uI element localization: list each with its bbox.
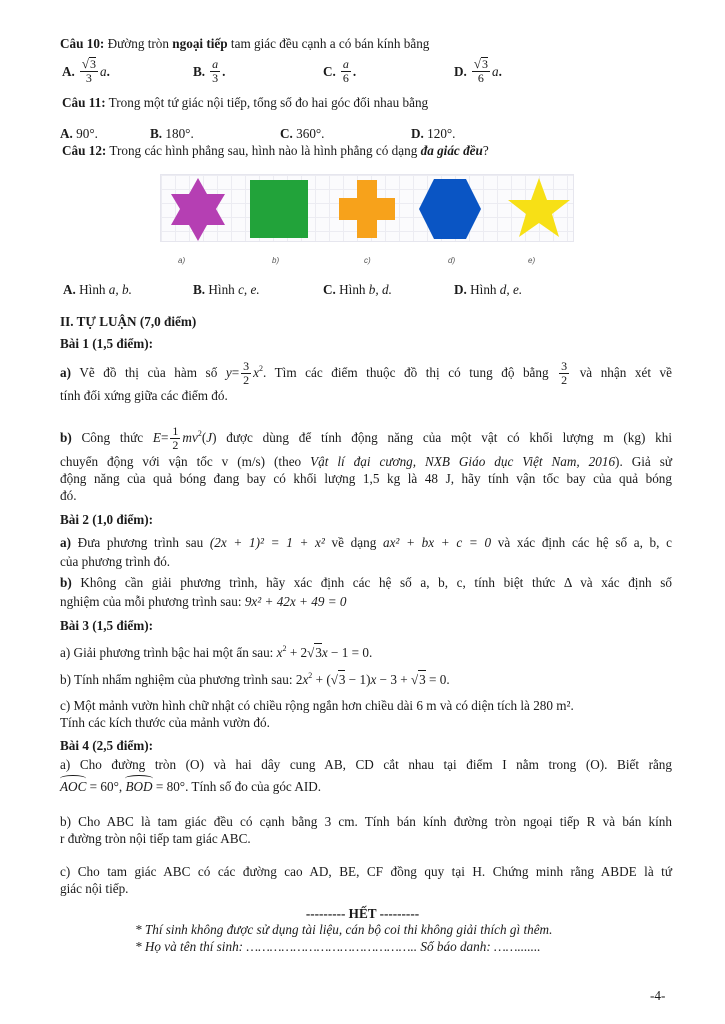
text: r đường tròn nội tiếp tam giác ABC. [60, 831, 251, 846]
variable: a [491, 63, 499, 79]
shape-label-c: c) [364, 256, 371, 265]
bai4-a [60, 756, 672, 795]
option-label: C. [280, 126, 293, 141]
shape-label-d: d) [448, 256, 456, 265]
fraction [559, 360, 569, 387]
text: của phương trình đó. [60, 554, 171, 569]
question-10-label: Câu 10: [60, 36, 105, 51]
option-text: Hình [79, 282, 109, 297]
option-label: B. [193, 63, 206, 79]
bai1-a: a) Vẽ đồ thị của hàm số y= $\frac{3}{2}$ $x^2$. Tìm các điểm thuộc đồ thị có tung độ bằng $\frac{3}{2}$ và nhận xét về tính đối xứng giữa các điểm đó. [60, 359, 673, 403]
question-12-bold: đa giác đều [420, 143, 483, 158]
option-value: c, e. [238, 282, 260, 297]
q10-option-a: A. $\frac{√3}{3}$ a . [62, 56, 110, 85]
option-value: 180°. [165, 126, 194, 141]
question-10-text: Đường tròn [104, 36, 173, 51]
footer-note: * Thí sinh không được sử dụng tài liệu, cán bộ coi thi không giải thích gì thêm. [135, 922, 553, 937]
fraction: $\frac{√3}{3}$ [81, 56, 96, 85]
option-label: C. [323, 63, 336, 79]
q11-option-b [150, 125, 194, 142]
numerator: a [212, 56, 219, 71]
option-value: 360°. [296, 126, 325, 141]
variable: a [99, 63, 107, 79]
shapes-svg [161, 175, 575, 243]
question-10-bold: ngoại tiếp [172, 36, 228, 51]
part-label: a) [60, 535, 71, 550]
numerator: 3 [243, 359, 250, 374]
bai3-title: Bài 3 (1,5 điểm): [60, 618, 154, 633]
text: và xác định các hệ số a, b, c [491, 535, 672, 550]
q11-option-a [60, 125, 98, 142]
text: và nhận xét về [571, 365, 673, 380]
q11-option-d [411, 125, 455, 142]
shapes-figure [160, 174, 574, 242]
question-12-end: ? [482, 143, 489, 158]
text: về dạng [324, 535, 383, 550]
denominator: 2 [243, 373, 250, 388]
text: Đưa phương trình sau [71, 535, 210, 550]
question-11-text: Trong một tứ giác nội tiếp, tổng số đo hai góc đối nhau bằng [105, 95, 429, 110]
fraction [341, 58, 351, 85]
bai2-title: Bài 2 (1,0 điểm): [60, 512, 154, 527]
denominator: 2 [561, 373, 568, 388]
option-text: Hình [470, 282, 500, 297]
option-label: B. [193, 282, 206, 297]
q12-option-b [193, 281, 260, 298]
arc: AOC [60, 779, 87, 794]
q11-option-c [280, 125, 324, 142]
text: b) Cho ABC là tam giác đều có cạnh bằng 3 cm. Tính bán kính đường tròn ngoại tiếp R và bán kính [60, 814, 672, 829]
part-label: b) [60, 575, 72, 590]
shape-label-e: e) [528, 256, 536, 265]
option-value: a, b. [108, 282, 132, 297]
text: ). Giả sử [615, 454, 672, 469]
page-number: -4- [650, 988, 666, 1003]
text: a) Cho đường tròn (O) và hai dây cung AB, CD cắt nhau tại điểm I nằm trong (O). Biết rằng [60, 757, 672, 772]
bai3-a: a) Giải phương trình bậc hai một ẩn sau: $x^2 + 2√3x - 1 = 0$. [60, 644, 373, 660]
fraction: $\frac{√3}{6}$ [473, 56, 488, 85]
question-10 [60, 35, 429, 52]
fraction [170, 425, 180, 452]
question-12 [62, 142, 489, 159]
option-text: Hình [339, 282, 369, 297]
numerator: 1 [172, 424, 179, 439]
text: Vẽ đồ thị của hàm số [71, 365, 226, 380]
denominator: 3 [85, 71, 92, 85]
five-point-star-shape [508, 178, 570, 237]
square-shape [250, 180, 308, 238]
option-value: b, d. [368, 282, 392, 297]
option-label: D. [454, 282, 467, 297]
bai4-b [60, 813, 672, 847]
text: Tính các kích thước của mảnh vườn đó. [60, 715, 270, 730]
bai2-b [60, 574, 672, 610]
text: b) Tính nhẩm nghiệm của phương trình sau: [60, 672, 296, 687]
arc: BOD [125, 779, 153, 794]
denominator: 6 [477, 71, 484, 85]
six-point-star-shape [171, 178, 225, 241]
bai4-c [60, 863, 672, 897]
end-marker: --------- HẾT --------- [305, 906, 420, 921]
q12-option-a [63, 281, 132, 298]
q12-option-c [323, 281, 392, 298]
candidate-info: * Họ và tên thí sinh: …………………………………….. Số báo danh: ……....... [135, 939, 541, 954]
shape-label-a: a) [178, 256, 186, 265]
text: động năng của quả bóng đang bay có khối lượng 1,5 kg là 48 J, hãy tính vận tốc bay của quả bóng [60, 471, 672, 486]
option-text: Hình [208, 282, 239, 297]
bai3-b: b) Tính nhẩm nghiệm của phương trình sau: $2x^2 + (√3 - 1)x - 3 + √3 = 0$. [60, 671, 450, 687]
option-value: 90°. [76, 126, 98, 141]
text: giác nội tiếp. [60, 881, 129, 896]
denominator: 2 [172, 438, 179, 453]
option-label: A. [63, 282, 76, 297]
fraction [241, 360, 251, 387]
text: . Tìm các điểm thuộc đồ thị có tung độ bằng [263, 365, 558, 380]
numerator: 3 [561, 359, 568, 374]
option-label: A. [62, 63, 75, 79]
text: Công thức [71, 430, 153, 445]
bai1-title: Bài 1 (1,5 điểm): [60, 336, 154, 351]
numerator: a [342, 56, 349, 71]
denominator: 3 [212, 70, 219, 85]
equation: ax² + bx + c = 0 [382, 535, 492, 550]
bai4-title: Bài 4 (2,5 điểm): [60, 738, 154, 753]
hexagon-shape [419, 179, 481, 239]
option-label: D. [411, 126, 424, 141]
section-title: II. TỰ LUẬN (7,0 điểm) [60, 314, 197, 329]
bai1-b: b) Công thức E= $\frac{1}{2}$ $mv^2(J)$ được dùng để tính động năng của một vật có khối lượng m (kg) khi chuyển động với vận tốc v (m/s) (theo Vật lí đại cương, NXB Giáo dục Việt Nam, 2016). Giả sử động năng của quả bóng đang bay có khối lượng 1,5 kg là 48 J, hãy tính vận tốc bay của quả bóng đó. [60, 424, 672, 503]
text: được dùng để tính động năng của một vật có khối lượng m (kg) khi [216, 430, 672, 445]
equation: 9x² + 42x + 49 = 0 [244, 594, 347, 609]
text: tính đối xứng giữa các điểm đó. [60, 388, 228, 403]
option-label: D. [454, 63, 467, 79]
fraction [210, 58, 220, 85]
option-label: C. [323, 282, 336, 297]
bai2-a [60, 534, 672, 570]
text: c) Cho tam giác ABC có các đường cao AD, BE, CF đồng quy tại H. Chứng minh rằng ABDE là tứ [60, 864, 672, 879]
option-label: B. [150, 126, 163, 141]
part-label: b) [60, 430, 72, 445]
option-value: 120°. [427, 126, 456, 141]
q10-option-d: D. $\frac{√3}{6}$ a . [454, 56, 502, 85]
option-label: A. [60, 126, 73, 141]
question-11 [62, 94, 428, 111]
equation: = 80° [152, 779, 186, 794]
numerator: 3 [481, 57, 488, 71]
text: . Tính số đo của góc AID. [185, 779, 322, 794]
option-value: d, e. [499, 282, 523, 297]
equation: = 60°, [86, 779, 126, 794]
text: Không cần giải phương trình, hãy xác định các hệ số a, b, c, tính biệt thức Δ và xác định số [71, 575, 672, 590]
text: a) Giải phương trình bậc hai một ẩn sau: [60, 645, 277, 660]
q10-option-c: C. $\frac{a}{6}$ . [323, 56, 357, 85]
text: nghiệm của mỗi phương trình sau: [60, 594, 245, 609]
text: chuyển động với vận tốc v (m/s) (theo [60, 454, 311, 469]
numerator: 3 [89, 57, 96, 71]
equation: (2x + 1)² = 1 + x² [209, 535, 325, 550]
question-11-label: Câu 11: [62, 95, 106, 110]
question-12-label: Câu 12: [62, 143, 107, 158]
denominator: 6 [342, 70, 349, 85]
text: đó. [60, 488, 77, 503]
part-label: a) [60, 365, 71, 380]
text: c) Một mảnh vườn hình chữ nhật có chiều rộng ngắn hơn chiều dài 6 m và có diện tích là 280 m². [60, 698, 574, 713]
citation: Vật lí đại cương, NXB Giáo dục Việt Nam, 2016 [310, 454, 616, 469]
shape-label-b: b) [272, 256, 280, 265]
bai3-c [60, 697, 672, 731]
question-10-text-end: tam giác đều cạnh a có bán kính bằng [227, 36, 430, 51]
question-12-text: Trong các hình phẳng sau, hình nào là hình phẳng có dạng [106, 143, 421, 158]
q12-option-d [454, 281, 522, 298]
cross-shape [339, 180, 395, 238]
q10-option-b: B. $\frac{a}{3}$ . [193, 56, 226, 85]
